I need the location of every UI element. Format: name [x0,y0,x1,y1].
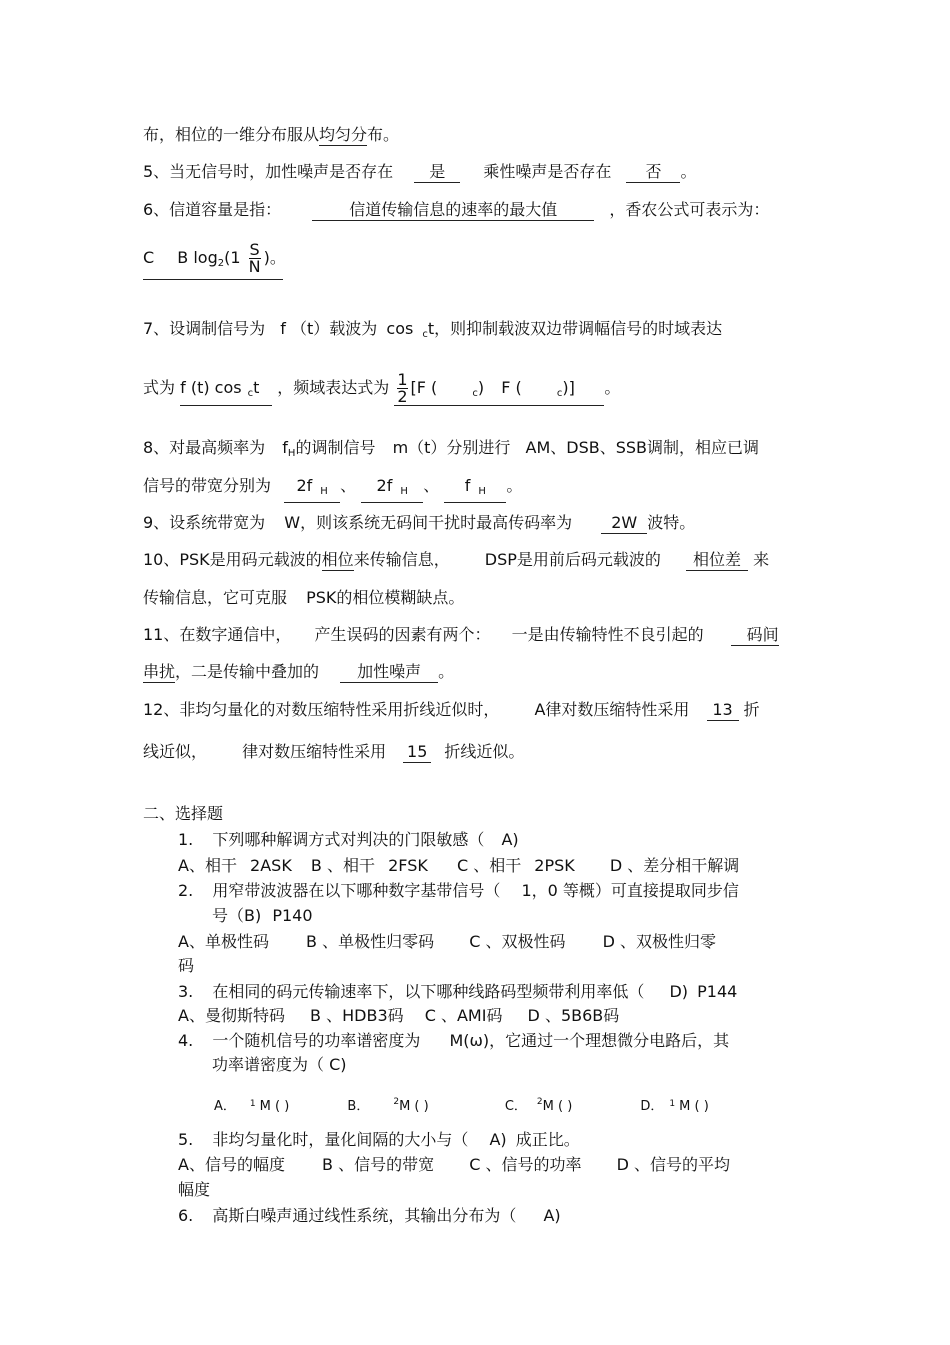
text: C． [504,1099,527,1114]
text: B log [177,248,218,267]
text: 1 [249,1099,256,1109]
text: H [400,486,408,497]
text: B 、信号的带宽 [322,1155,435,1174]
text: f (t) cos [180,378,242,397]
text: 1，0 等概）可直接提取同步信 [521,881,739,900]
answer-blank: 串扰 [143,662,176,681]
text: c [247,388,254,399]
text: B 、HDB3码 [310,1006,404,1025]
text: D 、差分相干解调 [609,856,740,875]
text: 。 [680,162,697,181]
text: 12、非均匀量化的对数压缩特性采用折线近似时， [143,700,500,719]
question-text: 5、当无信号时，加性噪声是否存在 [143,162,394,181]
text: 1 [397,370,408,389]
text: 折线近似。 [444,742,525,761]
snr-fraction [249,242,261,275]
text: )] [562,378,575,397]
text: 2FSK [388,856,428,875]
text: 高斯白噪声通过线性系统，其输出分布为（ [212,1206,517,1225]
choice-question-2 [178,880,739,902]
bandwidth-am-blank [284,476,340,503]
answer-blank: 否 [626,162,680,183]
text: 2PSK [534,856,575,875]
text: D 、信号的平均 [616,1155,730,1174]
answer-blank: 13 [707,700,739,721]
text: (1 [224,248,241,267]
choice-question-6 [178,1205,561,1227]
text: 成正比。 [515,1130,580,1149]
text: C 、AMI码 [424,1006,503,1025]
text: 来 [753,550,770,569]
text: 1. [178,830,194,849]
choice-options-4 [214,1091,709,1118]
text: 式为 [143,378,176,397]
text: 、 [340,476,357,495]
text: 来传输信息， [353,550,450,569]
text: N [248,257,261,276]
answer-blank: 加性噪声 [340,662,438,683]
choice-question-4-line2: 功率谱密度为（ C) [212,1055,347,1074]
question-8-line2 [143,475,522,503]
text: 律对数压缩特性采用 [242,742,387,761]
text: AM、DSB、SSB调制，相应已调 [525,438,760,457]
text: c [472,388,478,399]
q4-continuation [143,124,399,146]
text: D 、5B6B码 [527,1006,620,1025]
text: A、相干 [178,856,237,875]
answer-blank: 15 [403,742,431,763]
text: c [422,329,428,340]
text: A、单极性码 [178,932,269,951]
option-b [347,1099,428,1114]
choice-options-5 [178,1154,730,1176]
text: 用窄带波波器在以下哪种数字基带信号（ [212,881,501,900]
text: 2 [397,387,408,406]
text: C 、信号的功率 [469,1155,582,1174]
text: 10、PSK是用码元载波的 [143,550,322,569]
text: 信号的带宽分别为 [143,476,272,495]
text: 2f [296,476,313,495]
text: 1 [669,1099,676,1109]
text: B 、单极性归零码 [306,932,435,951]
bandwidth-dsb-blank [361,476,423,503]
question-10 [143,549,769,571]
text: ) [477,378,485,397]
question-11 [143,624,779,646]
question-text: 6、信道容量是指： [143,200,282,219]
option-a [214,1099,289,1114]
choice-question-3 [178,981,737,1003]
text: 一个随机信号的功率谱密度为 [212,1031,421,1050]
answer-blank: 信道传输信息的速率的最大值 [312,200,594,221]
text: P140 [272,906,313,925]
question-7-line2 [143,368,620,408]
text: 2 [217,258,225,269]
text: 在相同的码元传输速率下，以下哪种线路码型频带利用率低（ [212,982,645,1001]
question-12-line2 [143,741,524,763]
text: 折 [743,700,760,719]
text: H [287,448,296,459]
text: 布，相位的一维分布服从 [143,125,320,144]
text: A律对数压缩特性采用 [534,700,690,719]
text: 4. [178,1031,194,1050]
question-9 [143,512,695,534]
text: 3. [178,982,194,1001]
text: 。 [438,662,455,681]
text: D． [640,1099,664,1114]
text: W， [284,513,317,532]
text: f [464,476,471,495]
text: 2ASK [250,856,292,875]
text: D 、双极性归零 [602,932,716,951]
question-text: 乘性噪声是否存在 [483,162,612,181]
text: 波特。 [647,513,696,532]
text: DSP是用前后码元载波的 [484,550,661,569]
choice-question-4 [178,1030,729,1052]
choice-options-2 [178,931,716,953]
text: 2f [376,476,393,495]
choice-question-1 [178,829,519,851]
time-domain-blank [180,377,272,406]
text: 传输信息，它可克服 [143,588,288,607]
text: 7、设调制信号为 [143,319,266,338]
text: c [556,388,563,399]
half-fraction [397,372,407,405]
text: 。 [506,476,523,495]
text: B． [347,1099,370,1114]
text: 11、在数字通信中， [143,625,292,644]
text: 下列哪种解调方式对判决的门限敏感（ [212,830,485,849]
text: PSK的相位模糊缺点。 [306,588,465,607]
question-10-line2 [143,587,464,609]
text: A) [489,1130,507,1149]
text: A． [214,1099,236,1114]
answer-blank: 是 [414,162,460,183]
answer-blank: 相位 [321,550,354,569]
text: M ( ) [259,1099,290,1114]
text: 5. [178,1130,194,1149]
choice-options-2-wrap: 码 [178,956,195,975]
text: S [249,240,260,259]
answer-blank: 码间 [731,625,779,646]
text: M ( ) [679,1099,709,1114]
text: ，频域表达式为 [277,378,390,397]
text: P144 [697,982,738,1001]
text: M ( ) [399,1099,429,1114]
text: cos [386,319,414,338]
freq-domain-blank [394,372,604,406]
text: 8、对最高频率为 [143,438,266,457]
text: m（t）分别进行 [392,438,511,457]
text: t，则抑制载波双边带调幅信号的时域表达 [427,319,723,338]
text: D) [669,982,689,1001]
text: t [253,378,260,397]
shannon-formula [143,240,286,280]
question-7 [143,318,722,346]
question-5 [143,161,697,183]
choice-options-3 [178,1005,619,1027]
option-d [640,1099,708,1114]
text: ，二是传输中叠加的 [175,662,320,681]
bandwidth-ssb-blank [444,476,506,503]
question-6 [143,199,769,221]
question-8 [143,437,759,465]
text: 。 [604,378,621,397]
text: 产生误码的因素有两个： [314,625,491,644]
choice-options-1 [178,855,739,877]
question-text: ，香农公式可表示为： [609,200,770,219]
text: B 、相干 [310,856,375,875]
text: )。 [263,248,286,267]
text: 号（B) [212,906,262,925]
text: 非均匀量化时，量化间隔的大小与（ [212,1130,469,1149]
text: [F ( [410,378,438,397]
text: F ( [501,378,522,397]
text: H [320,486,328,497]
answer-blank: 2W [601,513,647,534]
question-12 [143,699,760,721]
text: H [478,486,486,497]
text: C 、相干 [456,856,522,875]
text: A、曼彻斯特码 [178,1006,285,1025]
text: A、信号的幅度 [178,1155,285,1174]
text: 一是由传输特性不良引起的 [511,625,704,644]
question-11-line2 [143,661,454,683]
text: 则该系统无码间干扰时最高传码率为 [316,513,573,532]
text: 2 [536,1097,543,1107]
section-heading: 二、选择题 [143,804,224,823]
text: 9、设系统带宽为 [143,513,266,532]
text: M(ω)，它通过一个理想微分电路后，其 [449,1031,730,1050]
text: （t）载波为 [291,319,378,338]
choice-options-5-wrap: 幅度 [178,1180,211,1199]
text: 的调制信号 [295,438,376,457]
text: 2. [178,881,194,900]
text: f [282,438,288,457]
choice-question-2-line2 [212,905,313,927]
text: C [143,248,155,267]
text: f [280,319,286,338]
text: 6. [178,1206,194,1225]
text: 线近似， [143,742,208,761]
text: 布。 [367,125,400,144]
answer-blank: 均匀分 [319,125,368,144]
text: 、 [423,476,440,495]
text: A) [543,1206,561,1225]
choice-question-5 [178,1129,580,1151]
text: C 、双极性码 [469,932,566,951]
text: A) [501,830,519,849]
text: 2 [393,1097,400,1107]
text: M ( ) [542,1099,573,1114]
answer-blank: 相位差 [686,550,748,571]
option-c [505,1099,572,1114]
